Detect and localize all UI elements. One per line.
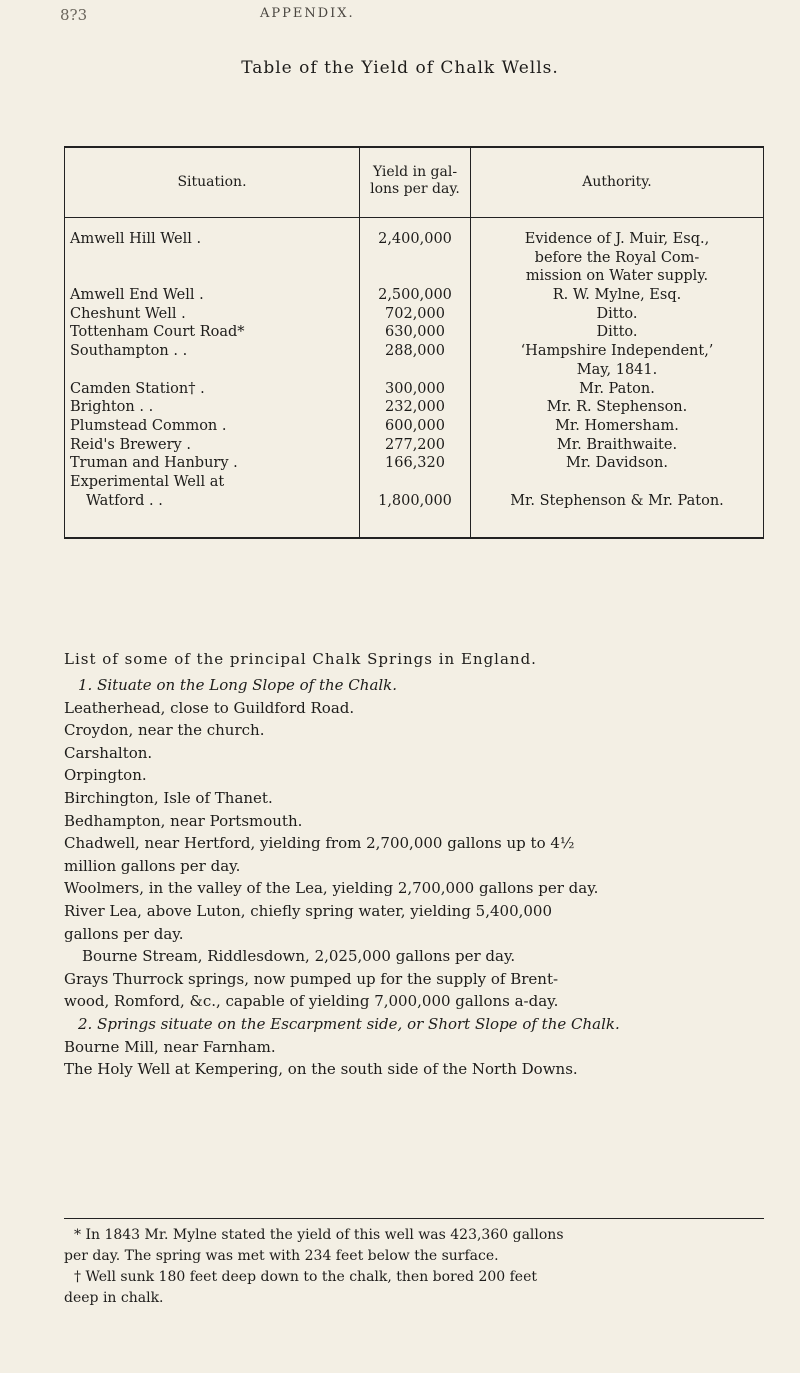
authority-line: Mr. Paton.: [579, 380, 655, 397]
situation-line: [70, 361, 358, 380]
spring-line: Chadwell, near Hertford, yielding from 2,700,000 gallons up to 4½: [64, 834, 575, 853]
spring-line: Leatherhead, close to Guildford Road.: [64, 698, 355, 717]
authority-line: Mr. Braithwaite.: [556, 436, 678, 453]
spring-line: Bourne Stream, Riddlesdown, 2,025,000 gallons per day.: [82, 947, 516, 966]
springs-list-title: List of some of the principal Chalk Springs in England.: [64, 650, 537, 668]
table-top-rule: [64, 146, 764, 148]
header-yield-line2: lons per day.: [370, 181, 460, 197]
yield-value: 300,000: [385, 380, 445, 397]
yield-value: 600,000: [385, 417, 445, 434]
spring-line: Grays Thurrock springs, now pumped up for the supply of Brent-: [64, 969, 559, 988]
authority-line: Ditto.: [596, 305, 638, 322]
spring-line: Carshalton.: [64, 743, 153, 762]
springs-list: [64, 674, 774, 1081]
header-authority: Authority.: [582, 174, 652, 190]
yield-column: [360, 230, 470, 510]
footnote-line: deep in chalk.: [64, 1290, 164, 1306]
yield-value: [360, 473, 470, 492]
yield-value: 277,200: [385, 436, 445, 453]
authority-line: before the Royal Com-: [534, 249, 700, 266]
situation-line: Plumstead Common .: [70, 417, 227, 434]
footnote-line: * In 1843 Mr. Mylne stated the yield of this well was 423,360 gallons: [74, 1227, 564, 1243]
yield-value: 232,000: [385, 399, 445, 416]
authority-line: R. W. Mylne, Esq.: [552, 287, 682, 304]
situation-line: Cheshunt Well .: [70, 305, 186, 322]
spring-line: wood, Romford, &c., capable of yielding 7,000,000 gallons a-day.: [64, 992, 559, 1011]
yield-value: 288,000: [385, 343, 445, 360]
authority-line: Mr. Homersham.: [555, 417, 679, 434]
yield-value: [360, 267, 470, 286]
authority-line: mission on Water supply.: [525, 268, 709, 285]
spring-line: Woolmers, in the valley of the Lea, yielding 2,700,000 gallons per day.: [64, 879, 599, 898]
header-yield-line1: Yield in gal-: [372, 164, 458, 180]
yield-value: [360, 249, 470, 268]
situation-column: [70, 230, 358, 510]
footnote-line: per day. The spring was met with 234 feet below the surface.: [64, 1248, 499, 1264]
footnote-rule: [64, 1218, 764, 1219]
authority-line: [471, 473, 763, 492]
spring-line: gallons per day.: [64, 924, 184, 943]
situation-line: Reid's Brewery .: [70, 436, 191, 453]
page-number: 8?3: [60, 6, 88, 24]
authority-line: Mr. Stephenson & Mr. Paton.: [510, 492, 724, 509]
table-title: Table of the Yield of Chalk Wells.: [241, 58, 559, 78]
situation-line: Watford . .: [86, 492, 163, 509]
header-yield: [360, 164, 470, 198]
situation-line: Amwell Hill Well .: [70, 231, 202, 247]
situation-line: Camden Station† .: [70, 380, 205, 397]
spring-line: The Holy Well at Kempering, on the south side of the North Downs.: [64, 1060, 578, 1079]
situation-line: Experimental Well at: [70, 473, 225, 490]
authority-line: Mr. Davidson.: [566, 455, 668, 472]
footnotes: [64, 1225, 774, 1309]
table-right-border: [763, 146, 764, 538]
yield-value: 2,400,000: [378, 231, 452, 247]
table-header-rule: [64, 217, 764, 218]
footnote-line: † Well sunk 180 feet deep down to the chalk, then bored 200 feet: [74, 1269, 537, 1285]
situation-line: Truman and Hanbury .: [70, 455, 238, 472]
situation-line: Southampton . .: [70, 343, 188, 360]
authority-line: Evidence of J. Muir, Esq.,: [524, 231, 710, 247]
section-heading: 1. Situate on the Long Slope of the Chalk.: [78, 676, 398, 694]
spring-line: Bourne Mill, near Farnham.: [64, 1037, 276, 1056]
spring-line: Croydon, near the church.: [64, 721, 265, 740]
situation-line: [70, 249, 358, 268]
table-bottom-rule: [64, 537, 764, 539]
yield-value: 702,000: [385, 305, 445, 322]
spring-line: Bedhampton, near Portsmouth.: [64, 811, 303, 830]
authority-column: [471, 230, 763, 510]
spring-line: Orpington.: [64, 766, 147, 785]
situation-line: Amwell End Well .: [70, 287, 204, 304]
situation-line: Tottenham Court Road*: [70, 324, 245, 341]
authority-line: ‘Hampshire Independent,’: [520, 343, 714, 360]
authority-line: Ditto.: [596, 324, 638, 341]
spring-line: Birchington, Isle of Thanet.: [64, 788, 273, 807]
header-situation: Situation.: [177, 174, 247, 190]
yield-value: 166,320: [385, 455, 445, 472]
yield-value: [360, 361, 470, 380]
authority-line: May, 1841.: [576, 361, 658, 378]
situation-line: [70, 267, 358, 286]
spring-line: million gallons per day.: [64, 856, 241, 875]
yield-value: 1,800,000: [378, 492, 452, 509]
spring-line: River Lea, above Luton, chiefly spring water, yielding 5,400,000: [64, 901, 553, 920]
running-head: APPENDIX.: [260, 6, 355, 21]
situation-line: Brighton . .: [70, 399, 154, 416]
yield-value: 2,500,000: [378, 287, 452, 304]
authority-line: Mr. R. Stephenson.: [546, 399, 688, 416]
table-left-border: [64, 146, 65, 538]
yield-value: 630,000: [385, 324, 445, 341]
section-heading: 2. Springs situate on the Escarpment side, or Short Slope of the Chalk.: [78, 1014, 620, 1033]
